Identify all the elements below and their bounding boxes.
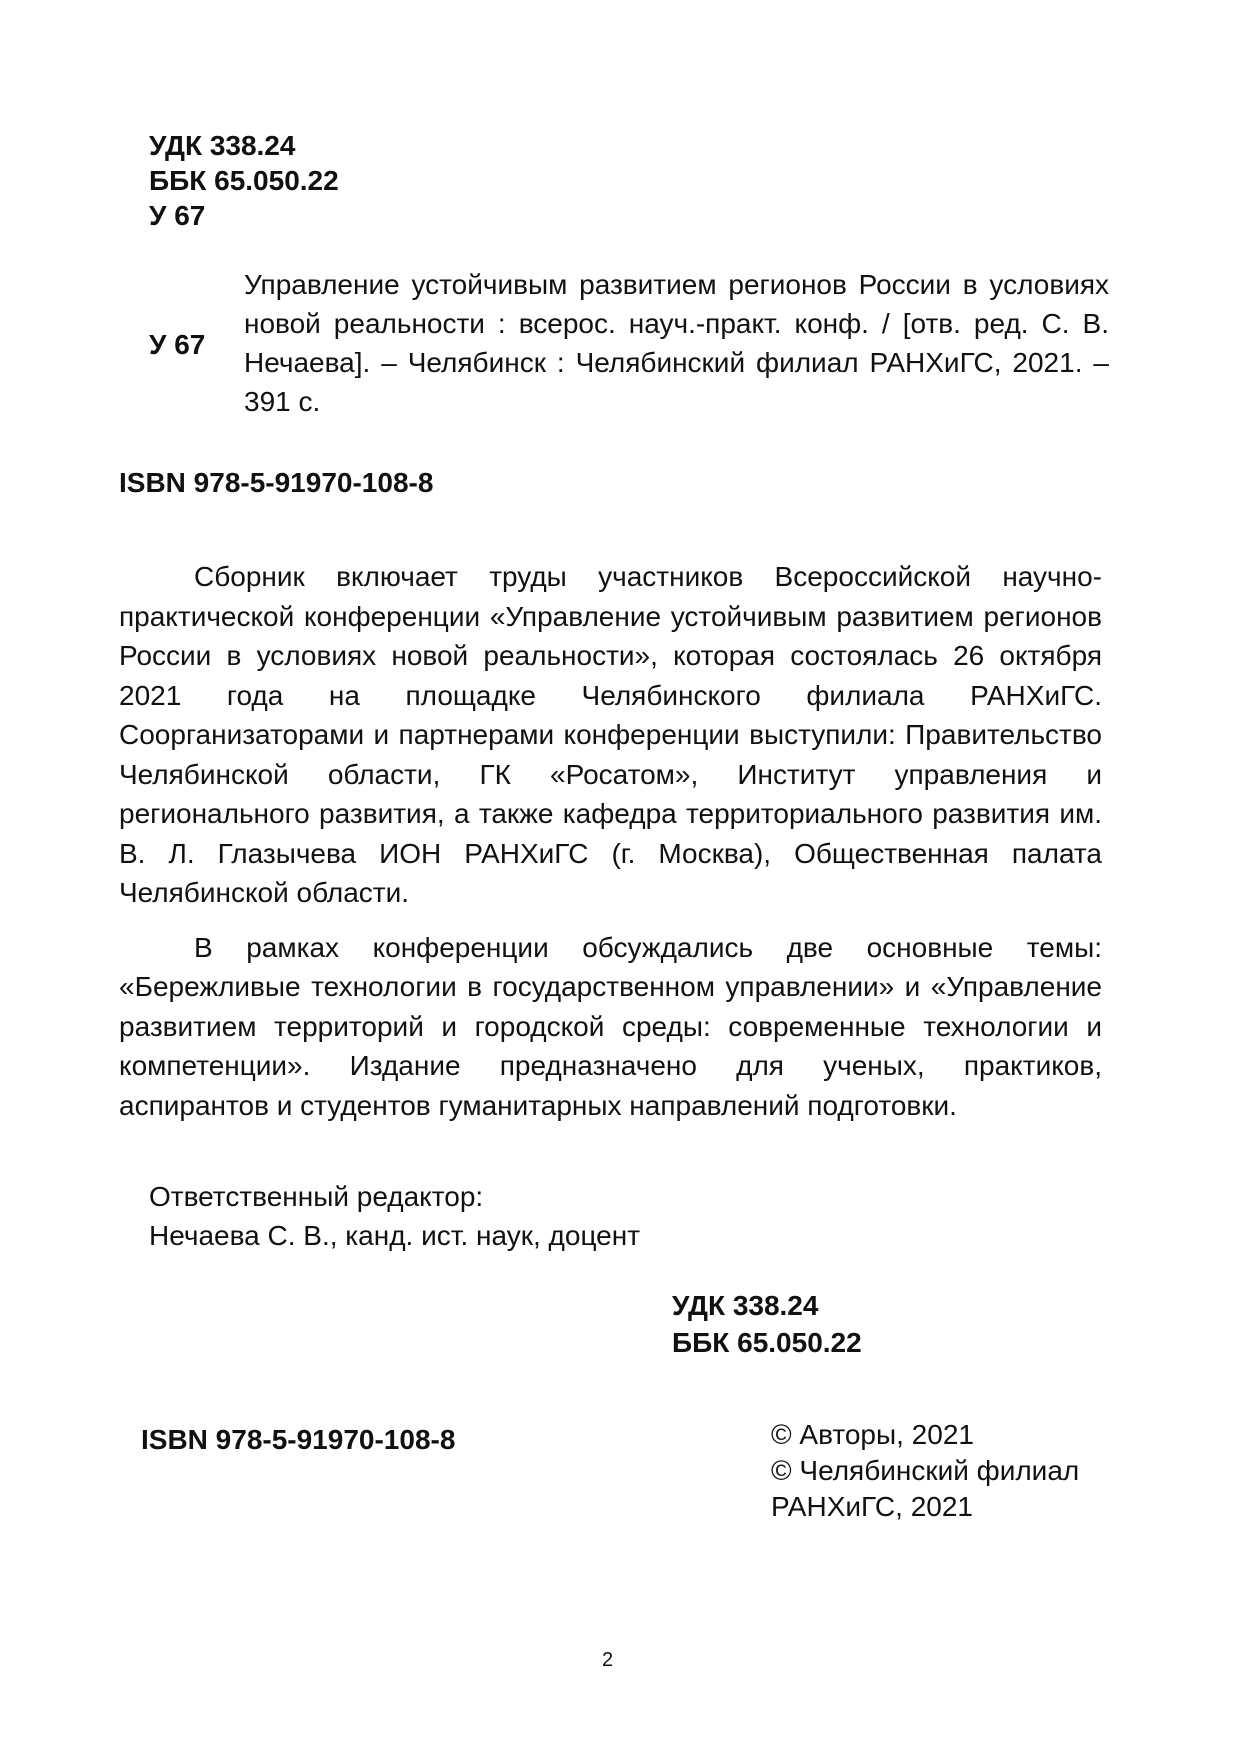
annotation-paragraph: В рамках конференции обсуждались две основные темы: «Бережливые технологии в государственном управлении» и «Управление развитием территорий и городской среды: современные технологии и компетенции». Издание предназначено для ученых, практиков, аспирантов и студентов гуманитарных направлений подготовки. bbox=[119, 931, 1102, 1121]
page-number: 2 bbox=[602, 1649, 614, 1671]
udk-code: УДК 338.24 bbox=[149, 130, 296, 161]
copyright-line: © Челябинский филиал bbox=[771, 1455, 1080, 1486]
catalog-author-mark: У 67 bbox=[149, 329, 206, 360]
bibliographic-description: Управление устойчивым развитием регионов России в условиях новой реальности : всерос. науч.-практ. конф. / [отв. ред. С. В. Нечаева]. – Челябинск : Челябинский филиал РАНХиГС, 2021. – 391 с. bbox=[244, 269, 1109, 417]
isbn: ISBN 978-5-91970-108-8 bbox=[119, 467, 434, 498]
footer-classification-codes bbox=[672, 1287, 862, 1361]
footer-isbn: ISBN 978-5-91970-108-8 bbox=[141, 1424, 456, 1455]
copyright-line: © Авторы, 2021 bbox=[771, 1419, 974, 1450]
annotation-paragraph: Сборник включает труды участников Всероссийской научно-практической конференции «Управление устойчивым развитием регионов России в условиях новой реальности», которая состоялась 26 октября 2021 года на площадке Челябинского филиала РАНХиГС. Соорганизаторами и партнерами конференции выступили: Правительство Челябинской области, ГК «Росатом», Институт управления и регионального развития, а также кафедра территориального развития им. В. Л. Глазычева ИОН РАНХиГС (г. Москва), Общественная палата Челябинской области. bbox=[119, 561, 1102, 908]
editor-name: Нечаева С. В., канд. ист. наук, доцент bbox=[149, 1220, 641, 1251]
annotation bbox=[119, 557, 1102, 1140]
copyright-block bbox=[771, 1417, 1079, 1525]
footer-bbk-code: ББК 65.050.22 bbox=[672, 1327, 862, 1358]
responsible-editor bbox=[149, 1177, 640, 1255]
footer-udk-code: УДК 338.24 bbox=[672, 1290, 819, 1321]
classification-codes bbox=[149, 128, 339, 233]
copyright-line: РАНХиГС, 2021 bbox=[771, 1491, 973, 1522]
bbk-code: ББК 65.050.22 bbox=[149, 165, 339, 196]
author-mark: У 67 bbox=[149, 200, 206, 231]
editor-label: Ответственный редактор: bbox=[149, 1181, 484, 1212]
